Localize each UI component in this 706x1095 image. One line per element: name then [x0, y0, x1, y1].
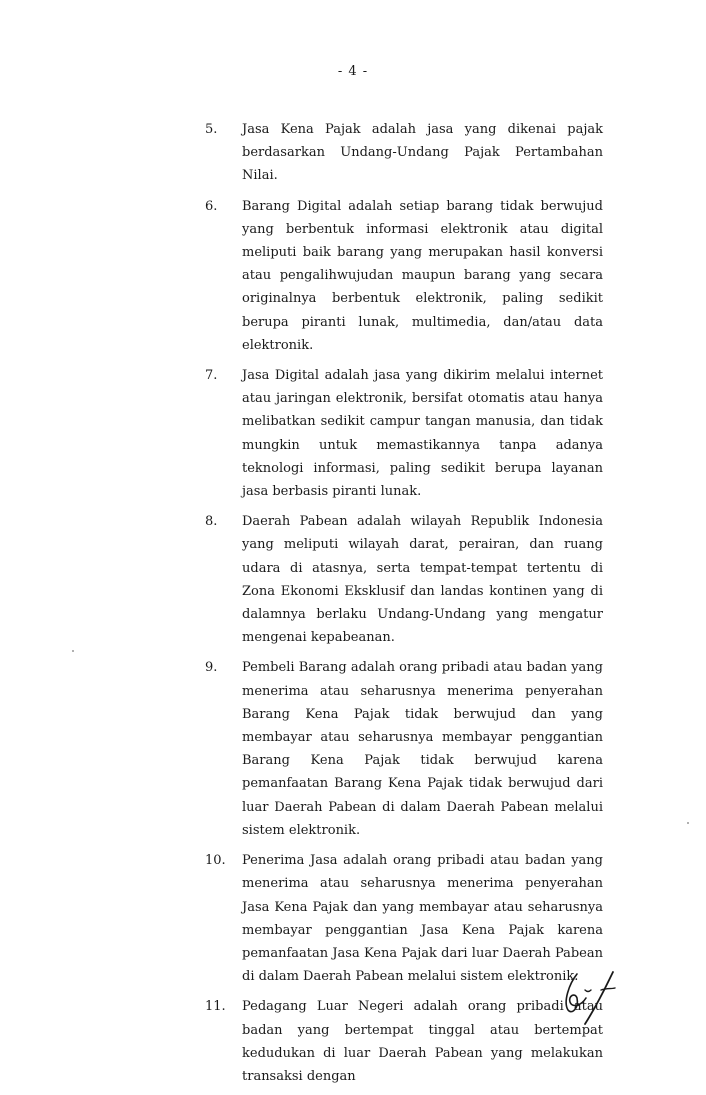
item-text: Pembeli Barang adalah orang pribadi atau badan yang menerima atau seharusnya menerima penyerahan Barang Kena Pajak tidak berwujud dan yang membayar atau seharusnya membayar penggantian Barang Kena Pajak tidak berwujud karena pemanfaatan Barang Kena Pajak tidak berwujud dari luar Daerah Pabean di dalam Daerah Pabean melalui sistem elektronik.	[242, 660, 603, 838]
definition-list	[205, 118, 603, 1095]
definition-item-11	[205, 995, 603, 1088]
item-number: 6.	[205, 198, 218, 214]
scan-speck	[72, 650, 74, 652]
item-text: Penerima Jasa adalah orang pribadi atau badan yang menerima atau seharusnya menerima penyerahan Jasa Kena Pajak dan yang membayar atau seharusnya membayar penggantian Jasa Kena Pajak karena pemanfaatan Jasa Kena Pajak dari luar Daerah Pabean di dalam Daerah Pabean melalui sistem elektronik.	[242, 853, 603, 985]
item-text: Daerah Pabean adalah wilayah Republik Indonesia yang meliputi wilayah darat, perairan, dan ruang udara di atasnya, serta tempat-tempat tertentu di Zona Ekonomi Eksklusif dan landas kontinen yang di dalamnya berlaku Undang-Undang yang mengatur mengenai kepabeanan.	[242, 514, 603, 646]
item-number: 8.	[205, 514, 218, 530]
item-text: Jasa Kena Pajak adalah jasa yang dikenai pajak berdasarkan Undang-Undang Pajak Pertambahan Nilai.	[242, 122, 603, 184]
item-text: Jasa Digital adalah jasa yang dikirim melalui internet atau jaringan elektronik, bersifat otomatis atau hanya melibatkan sedikit campur tangan manusia, dan tidak mungkin untuk memastikannya tanpa adanya teknologi informasi, paling sedikit berupa layanan jasa berbasis piranti lunak.	[242, 368, 603, 500]
definition-item-5	[205, 118, 603, 188]
definition-item-7	[205, 364, 603, 503]
item-number: 10.	[205, 853, 226, 869]
definition-item-6	[205, 195, 603, 357]
definition-item-10	[205, 849, 603, 988]
item-number: 9.	[205, 660, 218, 676]
item-number: 5.	[205, 122, 218, 137]
item-text: Barang Digital adalah setiap barang tidak berwujud yang berbentuk informasi elektronik atau digital meliputi baik barang yang merupakan hasil konversi atau pengalihwujudan maupun barang yang secara originalnya berbentuk elektronik, paling sedikit berupa piranti lunak, multimedia, dan/atau data elektronik.	[242, 198, 603, 353]
page-number: - 4 -	[337, 64, 369, 79]
item-text: Pedagang Luar Negeri adalah orang pribadi atau badan yang bertempat tinggal atau bertempat kedudukan di luar Daerah Pabean yang melakukan transaksi dengan	[242, 999, 603, 1084]
item-number: 11.	[205, 999, 226, 1015]
definition-item-9	[205, 656, 603, 842]
item-number: 7.	[205, 368, 218, 384]
scan-speck	[687, 822, 689, 824]
signature-initials	[555, 968, 625, 1026]
definition-item-8	[205, 510, 603, 649]
